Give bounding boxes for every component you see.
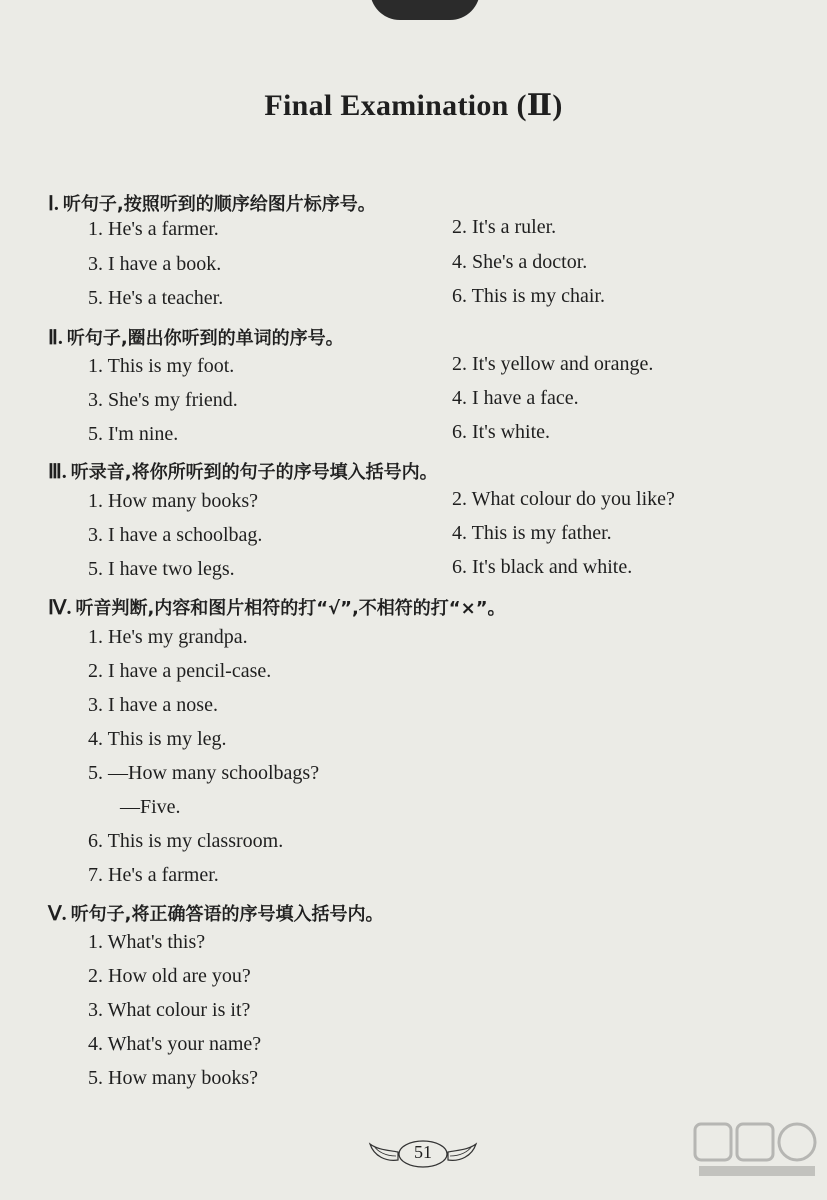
section-instruction: 听句子,按照听到的顺序给图片标序号。 [62, 194, 376, 215]
list-item: 6. This is my chair. [452, 285, 605, 307]
section-instruction: 听音判断,内容和图片相符的打“√”,不相符的打“×”。 [75, 598, 506, 619]
list-item: 6. This is my classroom. [88, 830, 284, 852]
section-number: Ⅱ. [48, 327, 63, 349]
list-item: 4. This is my leg. [88, 728, 227, 750]
page-number: 51 [414, 1142, 432, 1162]
list-item: 2. It's a ruler. [452, 216, 557, 238]
list-item: 4. She's a doctor. [452, 251, 588, 273]
list-item: 4. What's your name? [88, 1033, 262, 1055]
list-item: 2. It's yellow and orange. [452, 353, 654, 375]
list-item: 5. I have two legs. [88, 558, 235, 580]
top-edge-shadow [370, 0, 480, 20]
list-item: 3. I have a book. [88, 253, 222, 275]
list-item: 2. What colour do you like? [452, 488, 675, 510]
list-item: 5. He's a teacher. [88, 287, 224, 309]
list-item: 7. He's a farmer. [88, 864, 219, 886]
list-item: 1. How many books? [88, 490, 258, 512]
list-item: 1. He's a farmer. [88, 218, 219, 240]
section-2-header [48, 324, 344, 350]
list-item: 3. She's my friend. [88, 389, 238, 411]
list-item: 5. —How many schoolbags? [88, 762, 320, 784]
section-number: Ⅲ. [48, 461, 67, 483]
list-item: 1. He's my grandpa. [88, 626, 248, 648]
list-item-continuation: —Five. [120, 796, 181, 818]
list-item: 4. This is my father. [452, 522, 612, 544]
section-number: Ⅰ. [48, 193, 59, 215]
section-4-header [48, 594, 506, 620]
list-item: 5. I'm nine. [88, 423, 179, 445]
list-item: 1. This is my foot. [88, 355, 235, 377]
list-item: 2. How old are you? [88, 965, 251, 987]
list-item: 2. I have a pencil-case. [88, 660, 272, 682]
list-item: 4. I have a face. [452, 387, 579, 409]
section-number: Ⅳ. [48, 597, 72, 619]
page-number-ornament [368, 1132, 478, 1172]
page-title: Final Examination (Ⅱ) [264, 89, 563, 122]
section-3-header [48, 458, 438, 484]
list-item: 1. What's this? [88, 931, 206, 953]
section-number: Ⅴ. [48, 903, 67, 925]
list-item: 3. I have a schoolbag. [88, 524, 263, 546]
section-1-header [48, 190, 376, 216]
list-item: 6. It's black and white. [452, 556, 633, 578]
section-5-header [48, 900, 384, 926]
list-item: 3. What colour is it? [88, 999, 251, 1021]
list-item: 3. I have a nose. [88, 694, 218, 716]
list-item: 5. How many books? [88, 1067, 258, 1089]
watermark-logo-icon [691, 1120, 821, 1180]
list-item: 6. It's white. [452, 421, 551, 443]
section-instruction: 听句子,圈出你听到的单词的序号。 [66, 328, 344, 349]
section-instruction: 听句子,将正确答语的序号填入括号内。 [70, 904, 384, 925]
section-instruction: 听录音,将你所听到的句子的序号填入括号内。 [70, 462, 438, 483]
